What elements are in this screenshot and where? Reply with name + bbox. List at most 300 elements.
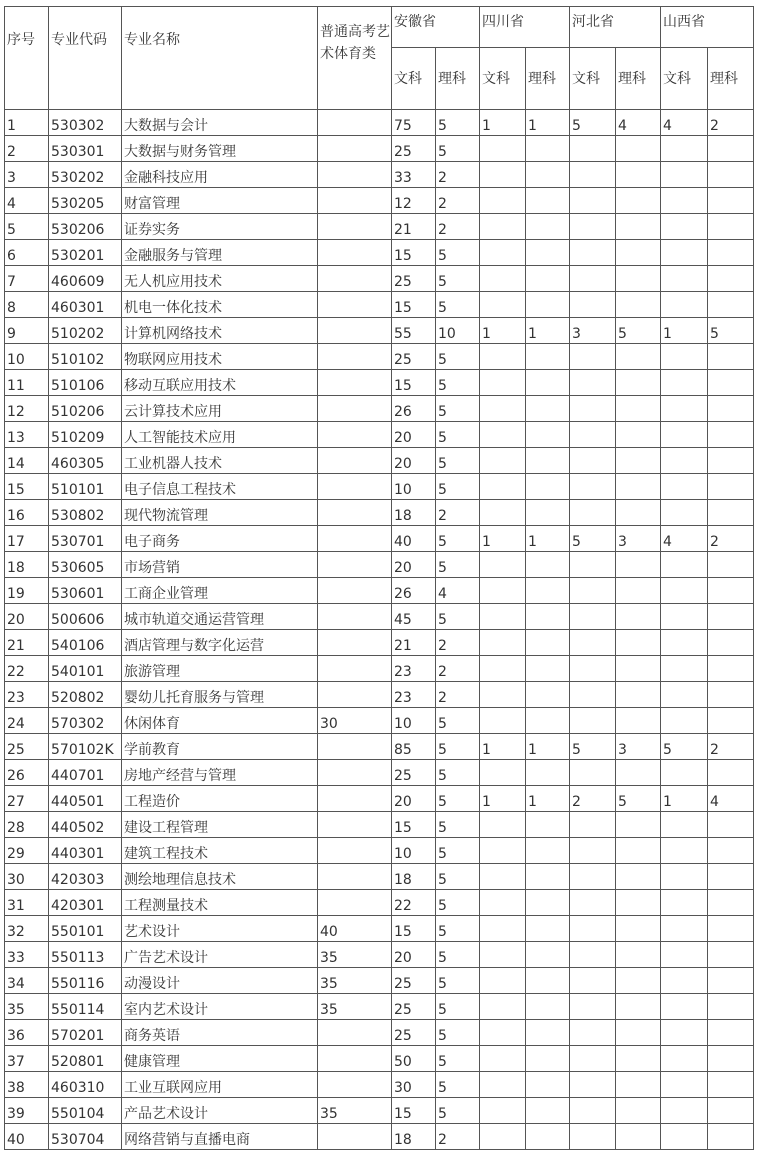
cell-code: 530301: [49, 136, 122, 162]
header-hebei-li: 理科: [616, 48, 661, 110]
cell-art-sports: [318, 786, 392, 812]
cell-shanxi-wen: [661, 500, 708, 526]
cell-anhui-wen: 30: [392, 1072, 436, 1098]
cell-shanxi-li: [708, 214, 754, 240]
cell-code: 530201: [49, 240, 122, 266]
cell-code: 570201: [49, 1020, 122, 1046]
cell-hebei-wen: [570, 1124, 616, 1150]
cell-name: 证券实务: [122, 214, 318, 240]
cell-art-sports: [318, 604, 392, 630]
cell-art-sports: 35: [318, 1098, 392, 1124]
cell-art-sports: [318, 344, 392, 370]
cell-sichuan-li: [526, 396, 570, 422]
cell-shanxi-li: [708, 838, 754, 864]
cell-shanxi-li: [708, 1098, 754, 1124]
cell-hebei-li: [616, 1046, 661, 1072]
header-hebei-wen: 文科: [570, 48, 616, 110]
cell-hebei-wen: [570, 994, 616, 1020]
cell-sichuan-wen: [480, 500, 526, 526]
cell-shanxi-li: [708, 474, 754, 500]
cell-anhui-li: 5: [436, 708, 480, 734]
cell-name: 健康管理: [122, 1046, 318, 1072]
cell-sichuan-wen: 1: [480, 318, 526, 344]
cell-code: 550113: [49, 942, 122, 968]
cell-shanxi-wen: 4: [661, 526, 708, 552]
cell-shanxi-li: [708, 396, 754, 422]
cell-name: 工商企业管理: [122, 578, 318, 604]
cell-name: 旅游管理: [122, 656, 318, 682]
cell-sichuan-li: 1: [526, 786, 570, 812]
table-row: [5, 344, 754, 370]
cell-shanxi-li: 4: [708, 786, 754, 812]
cell-sichuan-wen: [480, 708, 526, 734]
cell-sichuan-li: [526, 1046, 570, 1072]
table-row: [5, 812, 754, 838]
cell-shanxi-wen: [661, 994, 708, 1020]
cell-name: 市场营销: [122, 552, 318, 578]
cell-anhui-li: 2: [436, 656, 480, 682]
cell-no: 30: [5, 864, 49, 890]
cell-name: 工程造价: [122, 786, 318, 812]
cell-hebei-li: [616, 1020, 661, 1046]
cell-art-sports: [318, 864, 392, 890]
cell-code: 530205: [49, 188, 122, 214]
cell-sichuan-li: [526, 682, 570, 708]
cell-hebei-wen: [570, 916, 616, 942]
cell-code: 530605: [49, 552, 122, 578]
cell-sichuan-wen: [480, 474, 526, 500]
cell-hebei-wen: [570, 162, 616, 188]
cell-anhui-wen: 23: [392, 682, 436, 708]
cell-anhui-wen: 15: [392, 1098, 436, 1124]
cell-name: 移动互联应用技术: [122, 370, 318, 396]
cell-anhui-wen: 18: [392, 500, 436, 526]
cell-hebei-wen: [570, 188, 616, 214]
header-no: 序号: [5, 7, 49, 110]
cell-shanxi-li: [708, 656, 754, 682]
cell-anhui-li: 5: [436, 448, 480, 474]
table-row: [5, 968, 754, 994]
cell-code: 570102K: [49, 734, 122, 760]
table-row: [5, 942, 754, 968]
cell-hebei-wen: [570, 760, 616, 786]
cell-code: 510209: [49, 422, 122, 448]
cell-sichuan-li: 1: [526, 318, 570, 344]
cell-anhui-li: 2: [436, 162, 480, 188]
cell-art-sports: [318, 318, 392, 344]
cell-sichuan-li: [526, 422, 570, 448]
cell-anhui-wen: 10: [392, 838, 436, 864]
cell-no: 36: [5, 1020, 49, 1046]
cell-sichuan-li: 1: [526, 734, 570, 760]
cell-code: 530206: [49, 214, 122, 240]
cell-shanxi-li: 2: [708, 526, 754, 552]
cell-shanxi-wen: [661, 604, 708, 630]
cell-art-sports: [318, 162, 392, 188]
cell-anhui-wen: 15: [392, 292, 436, 318]
cell-no: 31: [5, 890, 49, 916]
cell-hebei-li: [616, 214, 661, 240]
cell-anhui-li: 5: [436, 370, 480, 396]
cell-hebei-li: [616, 864, 661, 890]
cell-sichuan-li: [526, 1124, 570, 1150]
cell-anhui-wen: 20: [392, 422, 436, 448]
cell-sichuan-li: 1: [526, 110, 570, 136]
cell-sichuan-li: [526, 604, 570, 630]
cell-no: 22: [5, 656, 49, 682]
cell-hebei-wen: [570, 240, 616, 266]
header-province-hebei: 河北省: [570, 7, 661, 48]
table-row: [5, 162, 754, 188]
cell-code: 510101: [49, 474, 122, 500]
cell-hebei-wen: [570, 1098, 616, 1124]
cell-sichuan-wen: 1: [480, 110, 526, 136]
cell-art-sports: [318, 110, 392, 136]
cell-hebei-li: [616, 552, 661, 578]
cell-code: 530202: [49, 162, 122, 188]
table-row: [5, 656, 754, 682]
cell-code: 570302: [49, 708, 122, 734]
cell-code: 550101: [49, 916, 122, 942]
cell-anhui-wen: 10: [392, 708, 436, 734]
cell-no: 33: [5, 942, 49, 968]
cell-sichuan-wen: [480, 656, 526, 682]
cell-name: 动漫设计: [122, 968, 318, 994]
cell-name: 工业互联网应用: [122, 1072, 318, 1098]
cell-sichuan-li: [526, 1072, 570, 1098]
cell-sichuan-wen: [480, 1046, 526, 1072]
cell-no: 16: [5, 500, 49, 526]
cell-hebei-li: [616, 1098, 661, 1124]
cell-name: 广告艺术设计: [122, 942, 318, 968]
cell-anhui-wen: 18: [392, 1124, 436, 1150]
cell-anhui-li: 5: [436, 526, 480, 552]
cell-no: 25: [5, 734, 49, 760]
cell-hebei-li: [616, 266, 661, 292]
cell-shanxi-li: [708, 578, 754, 604]
table-row: [5, 578, 754, 604]
cell-shanxi-wen: [661, 552, 708, 578]
cell-shanxi-li: [708, 552, 754, 578]
cell-code: 530701: [49, 526, 122, 552]
cell-shanxi-wen: [661, 968, 708, 994]
cell-code: 460301: [49, 292, 122, 318]
cell-hebei-li: [616, 396, 661, 422]
cell-art-sports: [318, 630, 392, 656]
cell-sichuan-wen: [480, 344, 526, 370]
cell-anhui-li: 5: [436, 1072, 480, 1098]
cell-code: 460609: [49, 266, 122, 292]
cell-hebei-wen: [570, 214, 616, 240]
cell-shanxi-wen: [661, 162, 708, 188]
cell-sichuan-li: [526, 630, 570, 656]
cell-hebei-wen: [570, 838, 616, 864]
cell-name: 财富管理: [122, 188, 318, 214]
enrollment-plan-table: [4, 6, 754, 1150]
cell-art-sports: [318, 682, 392, 708]
cell-name: 室内艺术设计: [122, 994, 318, 1020]
cell-anhui-li: 5: [436, 474, 480, 500]
cell-hebei-wen: 3: [570, 318, 616, 344]
table-row: [5, 110, 754, 136]
header-shanxi-wen: 文科: [661, 48, 708, 110]
cell-shanxi-wen: [661, 682, 708, 708]
cell-shanxi-li: [708, 240, 754, 266]
cell-anhui-li: 5: [436, 760, 480, 786]
cell-anhui-li: 5: [436, 890, 480, 916]
cell-hebei-li: [616, 994, 661, 1020]
cell-shanxi-wen: [661, 1124, 708, 1150]
cell-anhui-wen: 25: [392, 968, 436, 994]
table-body: [5, 110, 754, 1150]
cell-no: 26: [5, 760, 49, 786]
table-row: [5, 838, 754, 864]
cell-code: 440501: [49, 786, 122, 812]
cell-shanxi-li: [708, 864, 754, 890]
cell-shanxi-wen: [661, 630, 708, 656]
cell-hebei-wen: [570, 708, 616, 734]
cell-shanxi-li: [708, 370, 754, 396]
cell-anhui-wen: 20: [392, 942, 436, 968]
table-row: [5, 214, 754, 240]
cell-no: 27: [5, 786, 49, 812]
cell-anhui-wen: 25: [392, 344, 436, 370]
cell-hebei-li: 3: [616, 526, 661, 552]
table-row: [5, 1046, 754, 1072]
cell-anhui-wen: 50: [392, 1046, 436, 1072]
cell-anhui-li: 5: [436, 552, 480, 578]
table-row: [5, 474, 754, 500]
cell-sichuan-wen: 1: [480, 786, 526, 812]
cell-sichuan-wen: [480, 682, 526, 708]
cell-sichuan-li: [526, 344, 570, 370]
cell-no: 3: [5, 162, 49, 188]
cell-code: 440301: [49, 838, 122, 864]
cell-shanxi-wen: [661, 812, 708, 838]
cell-code: 460305: [49, 448, 122, 474]
cell-code: 540101: [49, 656, 122, 682]
cell-anhui-li: 5: [436, 1020, 480, 1046]
table-row: [5, 682, 754, 708]
cell-shanxi-wen: [661, 136, 708, 162]
cell-name: 城市轨道交通运营管理: [122, 604, 318, 630]
cell-hebei-wen: [570, 552, 616, 578]
cell-shanxi-li: [708, 266, 754, 292]
table-row: [5, 1020, 754, 1046]
cell-sichuan-wen: [480, 240, 526, 266]
cell-code: 510106: [49, 370, 122, 396]
cell-shanxi-wen: [661, 448, 708, 474]
cell-shanxi-li: [708, 708, 754, 734]
cell-shanxi-li: [708, 292, 754, 318]
cell-sichuan-wen: [480, 448, 526, 474]
cell-sichuan-wen: [480, 1098, 526, 1124]
cell-art-sports: [318, 292, 392, 318]
table-row: [5, 994, 754, 1020]
cell-hebei-wen: [570, 864, 616, 890]
cell-art-sports: [318, 552, 392, 578]
cell-shanxi-wen: 1: [661, 786, 708, 812]
cell-shanxi-li: 5: [708, 318, 754, 344]
cell-name: 物联网应用技术: [122, 344, 318, 370]
cell-anhui-li: 5: [436, 266, 480, 292]
cell-no: 37: [5, 1046, 49, 1072]
cell-art-sports: 35: [318, 994, 392, 1020]
cell-sichuan-wen: [480, 630, 526, 656]
table-row: [5, 708, 754, 734]
cell-hebei-wen: [570, 396, 616, 422]
cell-anhui-li: 2: [436, 214, 480, 240]
cell-shanxi-wen: [661, 240, 708, 266]
cell-shanxi-li: [708, 188, 754, 214]
cell-no: 21: [5, 630, 49, 656]
cell-sichuan-li: [526, 162, 570, 188]
cell-sichuan-wen: [480, 1072, 526, 1098]
cell-shanxi-li: [708, 1124, 754, 1150]
cell-sichuan-wen: [480, 396, 526, 422]
cell-hebei-wen: [570, 656, 616, 682]
cell-anhui-li: 5: [436, 422, 480, 448]
cell-code: 530704: [49, 1124, 122, 1150]
cell-hebei-wen: [570, 890, 616, 916]
cell-art-sports: [318, 656, 392, 682]
table-row: [5, 448, 754, 474]
cell-name: 艺术设计: [122, 916, 318, 942]
cell-sichuan-li: [526, 838, 570, 864]
cell-anhui-li: 4: [436, 578, 480, 604]
cell-sichuan-wen: [480, 916, 526, 942]
cell-hebei-wen: [570, 500, 616, 526]
cell-code: 530802: [49, 500, 122, 526]
cell-hebei-li: [616, 500, 661, 526]
cell-anhui-wen: 26: [392, 578, 436, 604]
cell-sichuan-wen: 1: [480, 734, 526, 760]
cell-no: 6: [5, 240, 49, 266]
cell-no: 12: [5, 396, 49, 422]
cell-hebei-li: [616, 942, 661, 968]
cell-anhui-wen: 26: [392, 396, 436, 422]
cell-no: 4: [5, 188, 49, 214]
cell-shanxi-li: [708, 422, 754, 448]
cell-anhui-wen: 40: [392, 526, 436, 552]
cell-hebei-wen: [570, 578, 616, 604]
cell-anhui-wen: 85: [392, 734, 436, 760]
table-row: [5, 526, 754, 552]
cell-sichuan-li: [526, 136, 570, 162]
header-name: 专业名称: [122, 7, 318, 110]
cell-sichuan-li: [526, 266, 570, 292]
cell-name: 商务英语: [122, 1020, 318, 1046]
header-province-shanxi: 山西省: [661, 7, 754, 48]
cell-shanxi-wen: [661, 656, 708, 682]
cell-hebei-li: [616, 578, 661, 604]
cell-anhui-li: 5: [436, 604, 480, 630]
cell-sichuan-li: [526, 1020, 570, 1046]
cell-anhui-wen: 18: [392, 864, 436, 890]
cell-shanxi-wen: [661, 760, 708, 786]
cell-shanxi-wen: [661, 942, 708, 968]
cell-shanxi-wen: [661, 890, 708, 916]
cell-hebei-li: [616, 344, 661, 370]
header-code: 专业代码: [49, 7, 122, 110]
cell-sichuan-li: [526, 942, 570, 968]
cell-name: 产品艺术设计: [122, 1098, 318, 1124]
cell-anhui-li: 5: [436, 838, 480, 864]
cell-shanxi-li: [708, 162, 754, 188]
table-row: [5, 136, 754, 162]
cell-sichuan-li: [526, 578, 570, 604]
table-row: [5, 188, 754, 214]
cell-sichuan-wen: [480, 838, 526, 864]
cell-no: 34: [5, 968, 49, 994]
cell-sichuan-wen: [480, 1124, 526, 1150]
table-row: [5, 396, 754, 422]
cell-name: 建筑工程技术: [122, 838, 318, 864]
cell-code: 550116: [49, 968, 122, 994]
cell-anhui-wen: 15: [392, 240, 436, 266]
cell-sichuan-li: [526, 188, 570, 214]
cell-anhui-li: 5: [436, 136, 480, 162]
cell-hebei-li: 3: [616, 734, 661, 760]
cell-sichuan-wen: [480, 162, 526, 188]
cell-art-sports: [318, 370, 392, 396]
cell-no: 5: [5, 214, 49, 240]
cell-code: 500606: [49, 604, 122, 630]
cell-hebei-li: [616, 656, 661, 682]
cell-shanxi-wen: [661, 578, 708, 604]
cell-sichuan-wen: [480, 188, 526, 214]
cell-shanxi-wen: [661, 838, 708, 864]
cell-name: 建设工程管理: [122, 812, 318, 838]
cell-hebei-li: [616, 968, 661, 994]
cell-sichuan-li: [526, 1098, 570, 1124]
cell-name: 酒店管理与数字化运营: [122, 630, 318, 656]
cell-shanxi-li: [708, 500, 754, 526]
cell-no: 32: [5, 916, 49, 942]
cell-code: 510206: [49, 396, 122, 422]
cell-name: 电子信息工程技术: [122, 474, 318, 500]
cell-no: 29: [5, 838, 49, 864]
cell-hebei-wen: [570, 136, 616, 162]
cell-anhui-li: 5: [436, 812, 480, 838]
cell-shanxi-li: [708, 994, 754, 1020]
cell-name: 云计算技术应用: [122, 396, 318, 422]
table-row: [5, 292, 754, 318]
cell-no: 13: [5, 422, 49, 448]
table-row: [5, 500, 754, 526]
cell-shanxi-li: [708, 890, 754, 916]
header-province-sichuan: 四川省: [480, 7, 570, 48]
table-row: [5, 370, 754, 396]
cell-shanxi-li: [708, 1072, 754, 1098]
cell-no: 18: [5, 552, 49, 578]
cell-hebei-wen: [570, 682, 616, 708]
cell-art-sports: [318, 1072, 392, 1098]
cell-sichuan-li: [526, 474, 570, 500]
cell-anhui-wen: 10: [392, 474, 436, 500]
cell-shanxi-wen: [661, 474, 708, 500]
cell-sichuan-li: 1: [526, 526, 570, 552]
table-row: [5, 786, 754, 812]
cell-hebei-wen: [570, 1020, 616, 1046]
cell-sichuan-li: [526, 994, 570, 1020]
cell-shanxi-wen: [661, 266, 708, 292]
cell-shanxi-li: [708, 812, 754, 838]
cell-hebei-wen: [570, 812, 616, 838]
cell-art-sports: [318, 214, 392, 240]
cell-sichuan-li: [526, 760, 570, 786]
cell-hebei-wen: 2: [570, 786, 616, 812]
